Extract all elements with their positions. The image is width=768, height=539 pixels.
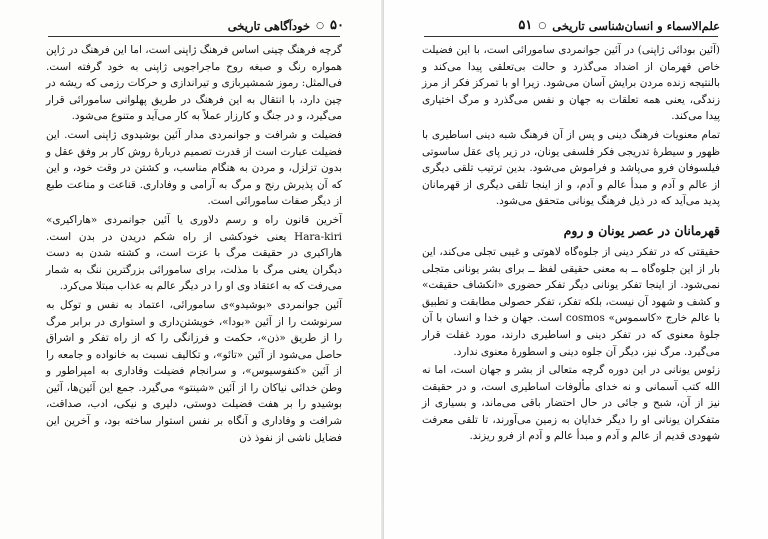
paragraph: آئین جوانمردی «بوشیدو»ی سامورائی، اعتماد به نفس و توکل به سرنوشت را از آئین «بودا»، خویشتن‌داری و استواری در برابر مرگ را از طریق «ذن»، حکمت و فرزانگی را که از راه تفکر و اشراق حاصل می‌شود از آئین «تائو»، و تکالیف نسبت به خانواده و جامعه را از آئین «کنفوسیوس»، و سرانجام فضیلت وفاداری به امپراطور و وطن خدائی نیاکان را از آئین «شینتو» می‌گیرد. جمع این آئین‌ها، آئین بوشیدو را بر هفت فضیلت دوستی، دلیری و نیکی، ادب، صداقت، شرافت و وفاداری و آنگاه بر نفس استوار ساخته بود، و آخرین این فضایل ناشی از نفوذ ذن [46, 298, 342, 444]
left-page-running-title: خودآگاهی تاریخی [227, 18, 311, 33]
right-page-header [518, 18, 720, 33]
right-header-rule [424, 36, 718, 37]
left-page-body [46, 42, 342, 446]
left-page-header [228, 18, 344, 33]
paragraph: زئوس یونانی در این دوره گرچه متعالی از بشر و جهان است، اما نه الله کتب آسمانی و نه خدای مألوفات اساطیری است، و در حقیقت نیز از آن، شبح و جائی در حال احتضار باقی می‌ماند، و بسیاری از متفکران یونانی او را دیگر خدایان به زمین می‌آورند، تا تلقی معرفت شهودی قدیم از عالم و آدم و مبدأ عالم و آدم از فرو ریزند. [422, 364, 720, 443]
paragraph: گرچه فرهنگ چینی اساس فرهنگ ژاپنی است، اما این فرهنگ در ژاپن همواره رنگ و صبغه روح ماجراجویی ژاپنی به خود گرفته است. فی‌المثل: رموز شمشیربازی و تیراندازی و حرکات رزمی که ریشه در چین دارد، با انتقال به این فرهنگ در طریق پهلوانی سامورائی قرار می‌گیرد، و در جنگ و کارزار عملاً به کار می‌آید و متنوع می‌شود. [46, 44, 342, 123]
paragraph: تمام معنویات فرهنگ دینی و پس از آن فرهنگ شبه دینی اساطیری با ظهور و سیطرهٔ تدریجی فکر فلسفی یونان، در زیر پای عقل ساسوتی فیلسوفان فرو می‌پاشد و فراموش می‌شود. بدین ترتیب تلقی دیگری از عالم و آدم و مبدأ عالم و آدم، و از اینجا تلقی دیگری از قهرمانان پدید می‌آید که در ذیل فرهنگ یونانی متحقق می‌شود. [422, 128, 720, 208]
right-page-number: ۵۱ [518, 18, 533, 33]
paragraph: آخرین قانون راه و رسم دلاوری یا آئین جوانمردی «هاراکیری» Hara-kiri یعنی خودکشی از راه شکم دریدن در بدن است. هاراکیری در حقیقت مرگ با عزت است، و کشته شدن به دست دیگران یعنی مرگ با مذلت، برای سامورائی بزرگترین ننگ به شمار می‌رفت که به اعتقاد وی او را در دیگر عالم به عذاب مبتلا می‌کرد. [46, 213, 342, 293]
left-header-rule [48, 36, 340, 37]
right-page [384, 0, 768, 539]
header-separator-circle: ○ [538, 20, 547, 31]
paragraph: حقیقتی که در تفکر دینی از جلوه‌گاه لاهوتی و غیبی تجلی می‌کند، این بار از این جلوه‌گاه ــ به معنی حقیقی لفظ ــ برای بشر یونانی متجلی نمی‌شود. از اینجا تفکر یونانی دیگر تفکر حضوری «انکشاف حقیقت» و کشف و شهود آن نیست، بلکه تفکر، تفکر حصولی مطابقت و تطبیق با عالم خارج «کاسموس» cosmos است. جهان و خدا و انسان با آن جلوهٔ معنوی که در تفکر دینی و اساطیری دارند، مورد غفلت قرار می‌گیرد. مرگ نیز، دیگر آن جلوه دینی و اسطورهٔ معنوی ندارد. [422, 245, 720, 358]
paragraph: (آئین بودائی ژاپنی) در آئین جوانمردی سامورائی است، با این فضیلت خاص قهرمان از اضداد می‌گذرد و حالت بی‌تعلقی پیدا می‌کند و بالنتیجه زنده مردن برایش آسان می‌شود. زیرا او با تمرکز فکر از مرز زندگی، یعنی همه تعلقات به جهان و نفس می‌گذرد و مرگ اختیاری پیدا می‌کند. [422, 44, 720, 123]
right-page-body [422, 42, 720, 445]
paragraph: فضیلت و شرافت و جوانمردی مدار آئین بوشیدوی ژاپنی است. این فضیلت عبارت است از قدرت تصمیم دربارهٔ روش کار بر وفق عقل و بدون تزلزل، و مردن به هنگام مناسب، و کشتن در وقت خود، و این که آن پذیرش رنج و مرگ به آرامی و وفاداری. قناعت و مناعت طبع از دیگر صفات سامورائی است. [46, 128, 342, 208]
section-heading: قهرمانان در عصر یونان و روم [563, 222, 720, 238]
header-separator-circle: ○ [316, 20, 325, 31]
right-page-running-title: علم‌الاسماء و انسان‌شناسی تاریخی [552, 18, 720, 33]
left-page-number: ۵۰ [330, 18, 344, 33]
